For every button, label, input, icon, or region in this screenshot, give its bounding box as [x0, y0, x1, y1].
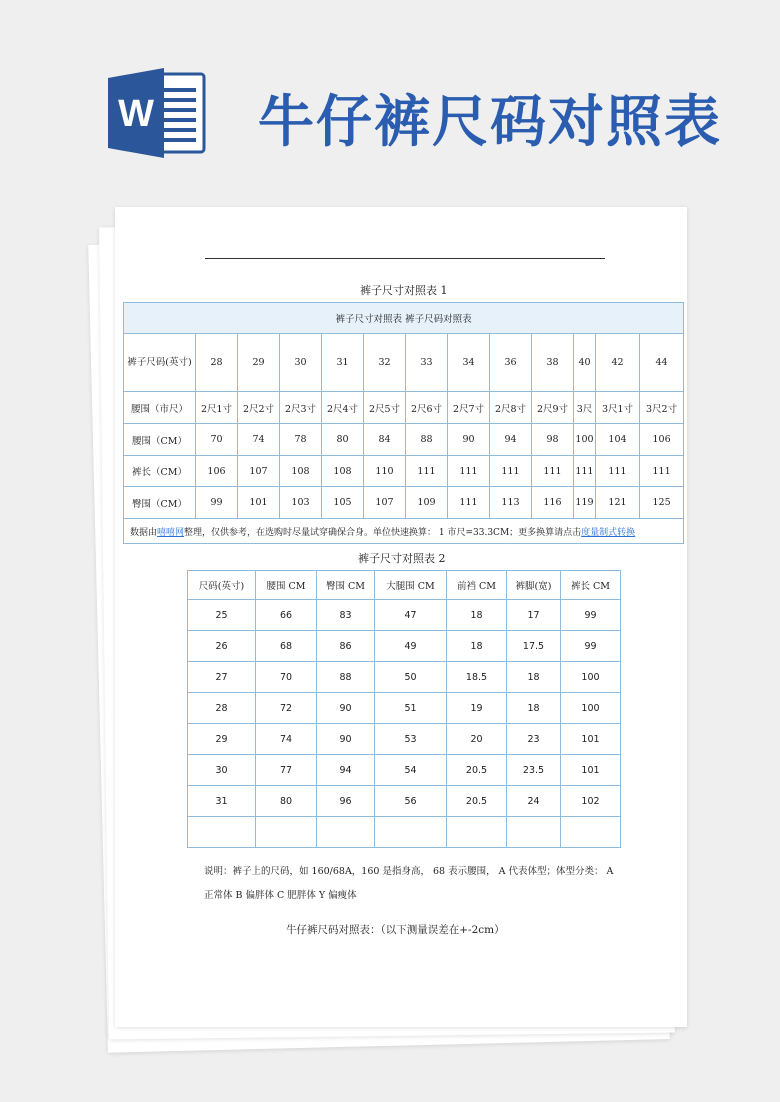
- table-cell: 80: [256, 786, 317, 817]
- table-cell: 94: [490, 424, 532, 456]
- table-cell: 2尺1寸: [196, 392, 238, 424]
- table-row: [188, 724, 621, 755]
- table-cell: 18.5: [447, 662, 507, 693]
- table-cell: 111: [596, 456, 640, 487]
- table-cell: 18: [447, 600, 507, 631]
- table-cell: [507, 817, 561, 848]
- unit-conversion-link[interactable]: 度量制式转换: [581, 527, 636, 538]
- size-cell: 29: [238, 334, 280, 392]
- table-cell: 51: [375, 693, 447, 724]
- table-cell: 90: [317, 693, 375, 724]
- footer-caption: 牛仔裤尺码对照表：（以下测量误差在+-2cm）: [286, 924, 505, 936]
- table-cell: 108: [280, 456, 322, 487]
- table-cell: 110: [364, 456, 406, 487]
- table-cell: 23.5: [507, 755, 561, 786]
- size-cell: 36: [490, 334, 532, 392]
- table-cell: 20.5: [447, 755, 507, 786]
- table-cell: 25: [188, 600, 256, 631]
- size-table-2: [187, 570, 621, 848]
- table-cell: 111: [406, 456, 448, 487]
- table-cell: 88: [406, 424, 448, 456]
- table-row: [188, 755, 621, 786]
- size-cell: 44: [640, 334, 684, 392]
- table-cell: 111: [532, 456, 574, 487]
- table-cell: [561, 817, 621, 848]
- size-table-1: [123, 302, 684, 544]
- svg-text:W: W: [118, 93, 154, 135]
- description-line: 正常体 B 偏胖体 C 肥胖体 Y 偏瘦体: [204, 890, 357, 901]
- banner-title: 牛仔裤尺码对照表: [258, 90, 722, 155]
- table-cell: 111: [490, 456, 532, 487]
- table-row: [188, 600, 621, 631]
- size-cell: 32: [364, 334, 406, 392]
- table-cell: 70: [196, 424, 238, 456]
- table-cell: 49: [375, 631, 447, 662]
- table1-merged-header: 裤子尺寸对照表 裤子尺码对照表: [124, 303, 684, 334]
- table-cell: 47: [375, 600, 447, 631]
- table-row: [188, 631, 621, 662]
- table-cell: 111: [574, 456, 596, 487]
- row-label: 臀围（CM）: [124, 487, 196, 519]
- table1-note: [124, 519, 684, 544]
- table-cell: 111: [640, 456, 684, 487]
- column-header: 前裆 CM: [447, 571, 507, 600]
- table-cell: 100: [561, 693, 621, 724]
- table-cell: [188, 817, 256, 848]
- table-cell: 90: [317, 724, 375, 755]
- table-cell: 20: [447, 724, 507, 755]
- table-row: [188, 786, 621, 817]
- table-row: [188, 693, 621, 724]
- table-cell: 28: [188, 693, 256, 724]
- table-cell: 53: [375, 724, 447, 755]
- table-cell: 2尺8寸: [490, 392, 532, 424]
- table-cell: 101: [238, 487, 280, 519]
- table-cell: 96: [317, 786, 375, 817]
- table-cell: 86: [317, 631, 375, 662]
- table-cell: 68: [256, 631, 317, 662]
- size-cell: 40: [574, 334, 596, 392]
- table-cell: 27: [188, 662, 256, 693]
- word-icon: [108, 66, 206, 160]
- size-cell: 33: [406, 334, 448, 392]
- table-cell: [447, 817, 507, 848]
- table-cell: 111: [448, 456, 490, 487]
- size-cell: 42: [596, 334, 640, 392]
- table-cell: 2尺4寸: [322, 392, 364, 424]
- table-cell: 26: [188, 631, 256, 662]
- table-cell: 111: [448, 487, 490, 519]
- table-cell: 99: [561, 631, 621, 662]
- column-header: 腰围 CM: [256, 571, 317, 600]
- table-cell: 98: [532, 424, 574, 456]
- note-text: 整理，仅供参考，在选购时尽量试穿确保合身。单位快速换算： 1 市尺=33.3CM；更多换算请点击: [184, 527, 582, 538]
- table-cell: 54: [375, 755, 447, 786]
- table-cell: 19: [447, 693, 507, 724]
- table-cell: 102: [561, 786, 621, 817]
- table-cell: 74: [238, 424, 280, 456]
- table-cell: 77: [256, 755, 317, 786]
- size-cell: 31: [322, 334, 364, 392]
- table-cell: 2尺6寸: [406, 392, 448, 424]
- table-cell: 3尺: [574, 392, 596, 424]
- table-cell: 113: [490, 487, 532, 519]
- table-cell: 30: [188, 755, 256, 786]
- table-cell: 31: [188, 786, 256, 817]
- table-cell: 107: [364, 487, 406, 519]
- table-cell: 108: [322, 456, 364, 487]
- table-cell: 72: [256, 693, 317, 724]
- table-cell: 78: [280, 424, 322, 456]
- table-cell: 80: [322, 424, 364, 456]
- row-label: 裤长（CM）: [124, 456, 196, 487]
- table-cell: 83: [317, 600, 375, 631]
- table-cell: 70: [256, 662, 317, 693]
- note-prefix: 数据由: [130, 527, 158, 538]
- table-cell: 17.5: [507, 631, 561, 662]
- source-link[interactable]: 嘻嘻网: [157, 527, 185, 538]
- table-cell: 109: [406, 487, 448, 519]
- table-cell: 99: [561, 600, 621, 631]
- table-cell: 56: [375, 786, 447, 817]
- table-cell: 116: [532, 487, 574, 519]
- table-cell: 2尺2寸: [238, 392, 280, 424]
- table-cell: [375, 817, 447, 848]
- column-header: 臀围 CM: [317, 571, 375, 600]
- table-cell: 74: [256, 724, 317, 755]
- column-header: 裤脚(宽): [507, 571, 561, 600]
- description-line: 说明：裤子上的尺码，如 160/68A，160 是指身高， 68 表示腰围， A 代表体型；体型分类： A: [204, 866, 614, 877]
- table-cell: 90: [448, 424, 490, 456]
- table-cell: 18: [507, 662, 561, 693]
- table-cell: 103: [280, 487, 322, 519]
- table-cell: 50: [375, 662, 447, 693]
- table-cell: 121: [596, 487, 640, 519]
- table-cell: 101: [561, 724, 621, 755]
- table-cell: 2尺9寸: [532, 392, 574, 424]
- table-cell: 2尺3寸: [280, 392, 322, 424]
- table-cell: 106: [196, 456, 238, 487]
- size-cell: 28: [196, 334, 238, 392]
- table2-caption: 裤子尺寸对照表 2: [358, 552, 446, 565]
- header-rule: [205, 258, 605, 259]
- column-header: 尺码(英寸): [188, 571, 256, 600]
- table-cell: 24: [507, 786, 561, 817]
- table-cell: 20.5: [447, 786, 507, 817]
- size-cell: 30: [280, 334, 322, 392]
- table-cell: 3尺1寸: [596, 392, 640, 424]
- table-cell: 2尺5寸: [364, 392, 406, 424]
- row-label: 裤子尺码(英寸): [124, 334, 196, 392]
- table-cell: 105: [322, 487, 364, 519]
- table-cell: 18: [507, 693, 561, 724]
- size-cell: 34: [448, 334, 490, 392]
- table-cell: 17: [507, 600, 561, 631]
- table-cell: 66: [256, 600, 317, 631]
- table-cell: 2尺7寸: [448, 392, 490, 424]
- table-cell: [256, 817, 317, 848]
- table-cell: 18: [447, 631, 507, 662]
- table-cell: 23: [507, 724, 561, 755]
- table-row: [188, 662, 621, 693]
- row-label: 腰围（市尺）: [124, 392, 196, 424]
- table-cell: 84: [364, 424, 406, 456]
- table-cell: 101: [561, 755, 621, 786]
- table-cell: 99: [196, 487, 238, 519]
- size-cell: 38: [532, 334, 574, 392]
- table-cell: 100: [561, 662, 621, 693]
- row-label: 腰围（CM）: [124, 424, 196, 456]
- column-header: 裤长 CM: [561, 571, 621, 600]
- table-cell: 104: [596, 424, 640, 456]
- table-cell: 29: [188, 724, 256, 755]
- table-cell: [317, 817, 375, 848]
- table-cell: 125: [640, 487, 684, 519]
- table-cell: 94: [317, 755, 375, 786]
- table-cell: 3尺2寸: [640, 392, 684, 424]
- table-row: [188, 817, 621, 848]
- table-cell: 107: [238, 456, 280, 487]
- size-description: [204, 860, 614, 908]
- column-header: 大腿围 CM: [375, 571, 447, 600]
- table-cell: 106: [640, 424, 684, 456]
- table1-caption: 裤子尺寸对照表 1: [360, 284, 448, 297]
- table-cell: 100: [574, 424, 596, 456]
- table-cell: 88: [317, 662, 375, 693]
- table-cell: 119: [574, 487, 596, 519]
